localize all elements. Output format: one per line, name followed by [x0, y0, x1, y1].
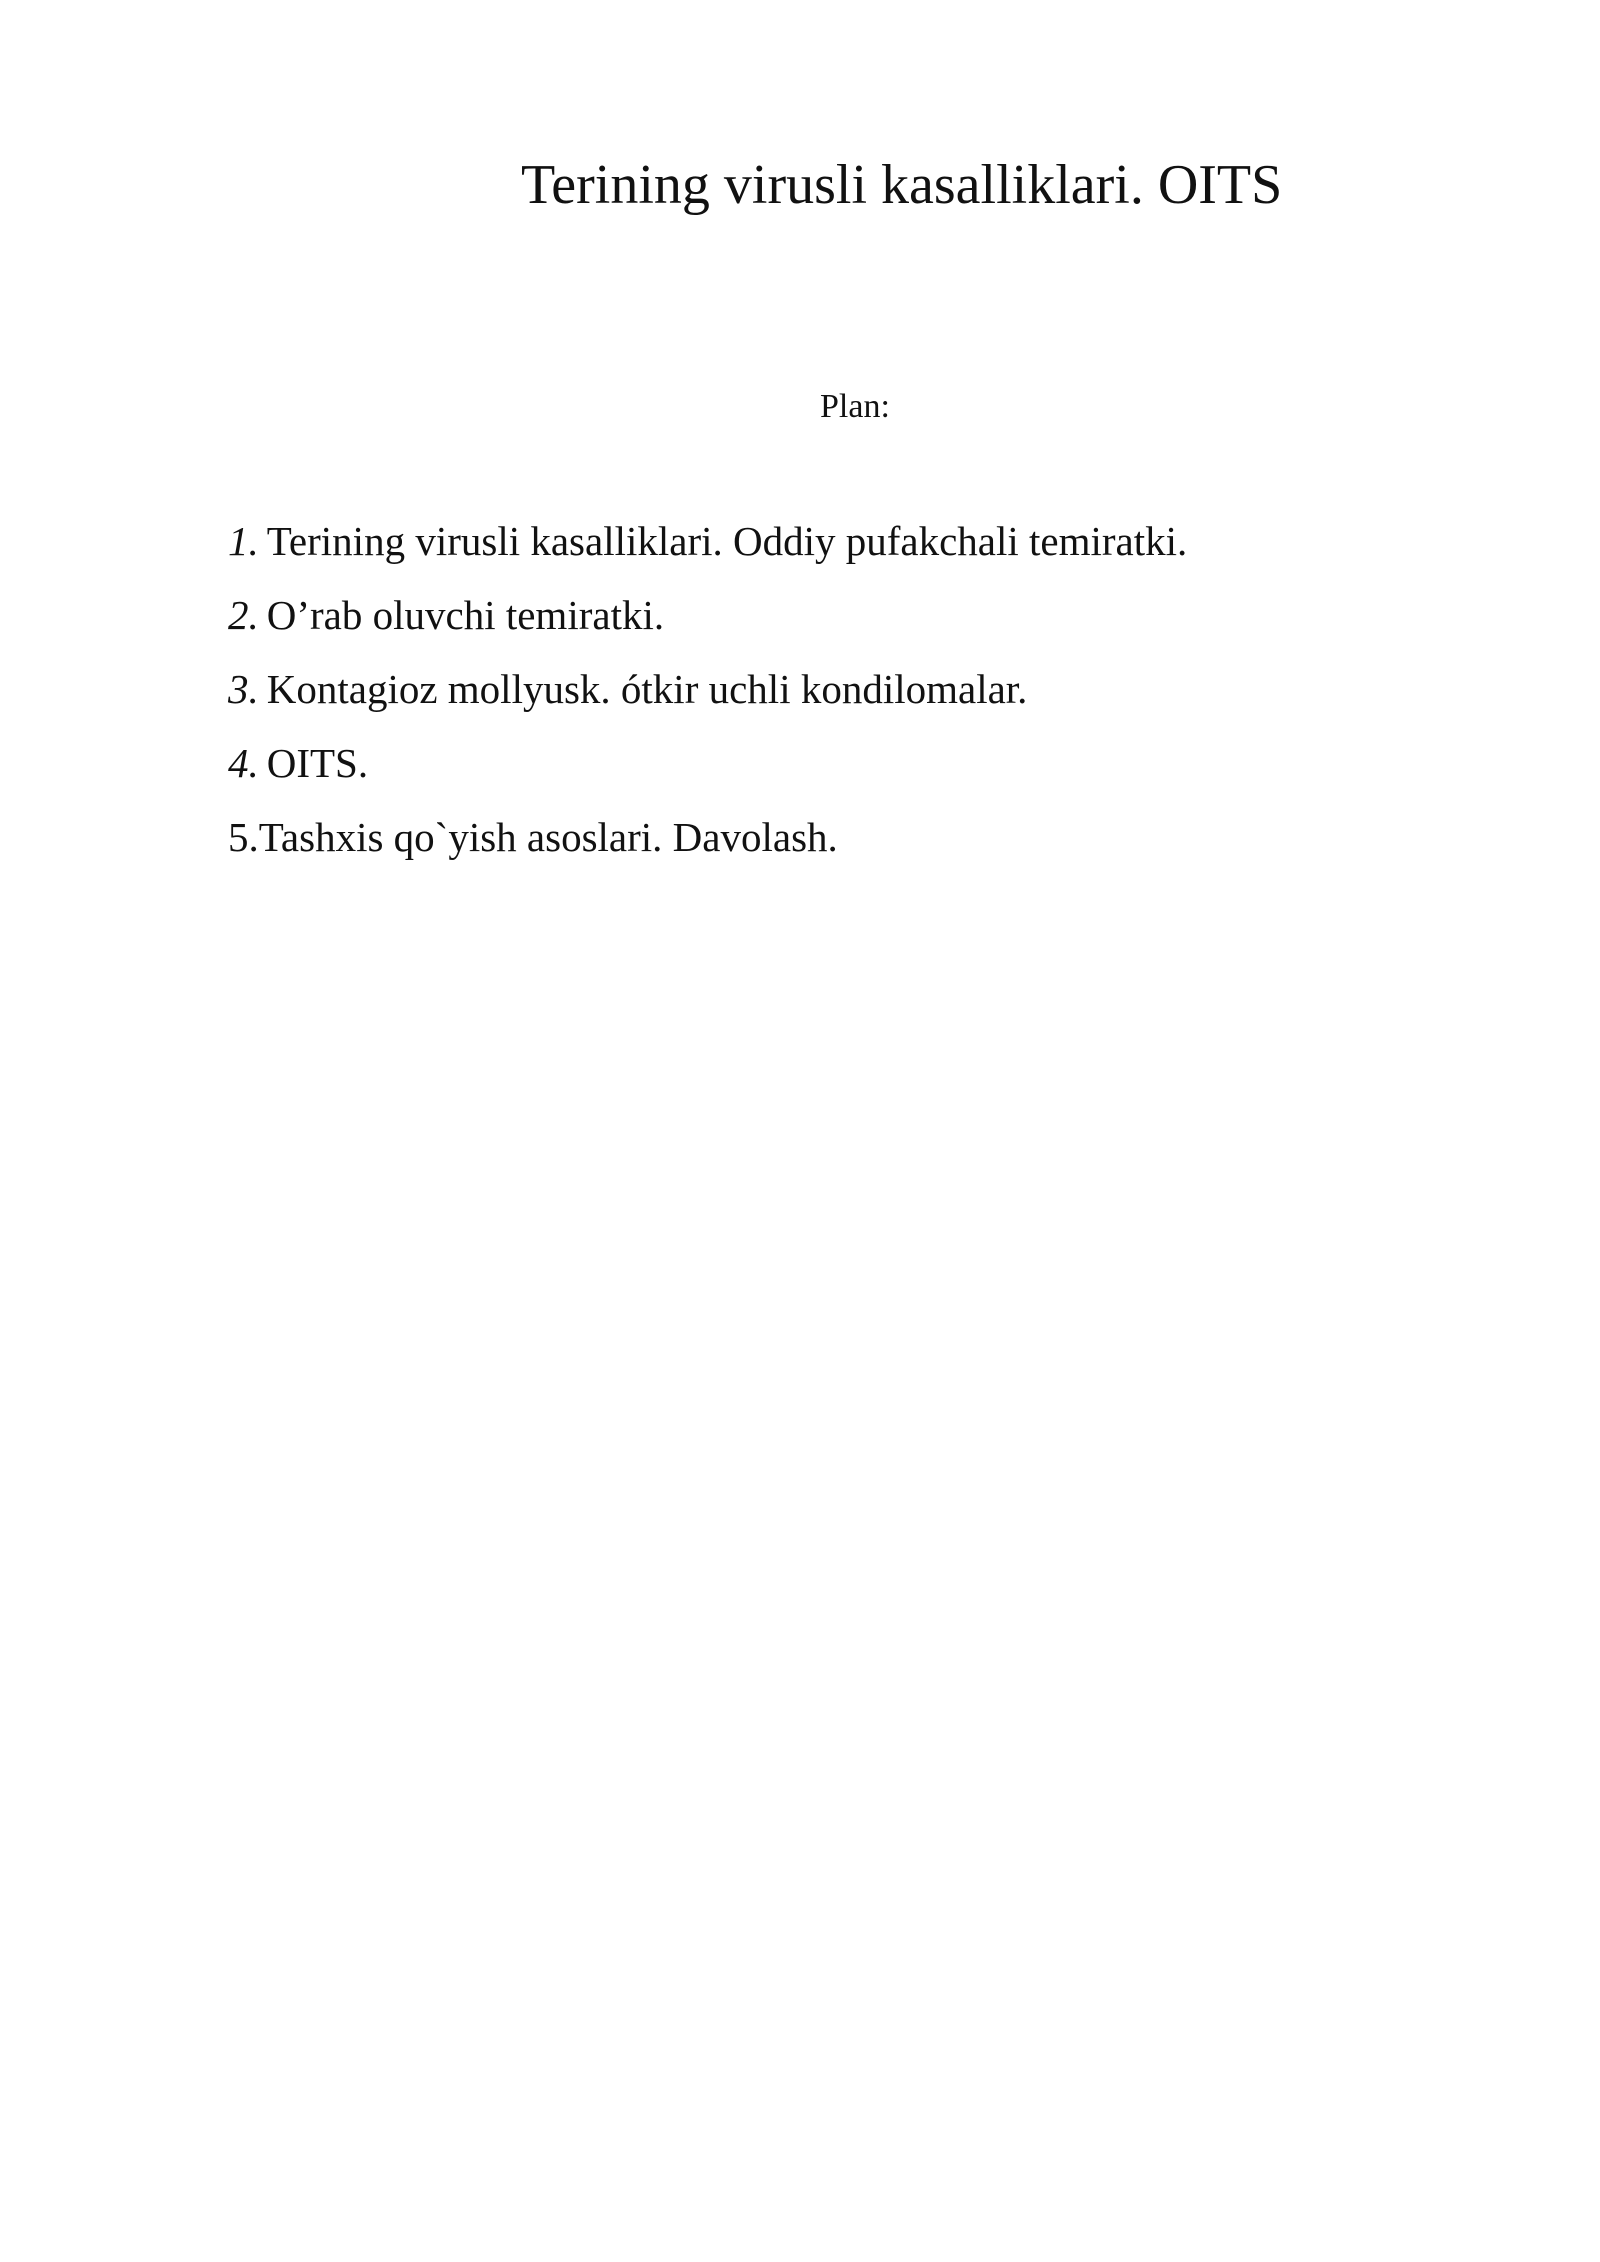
plan-item-number: 3. — [228, 666, 259, 712]
plan-item — [228, 811, 1187, 885]
plan-item — [228, 737, 1187, 811]
plan-item-number: 4. — [228, 740, 259, 786]
plan-item — [228, 589, 1187, 663]
plan-item-text: Terining virusli kasalliklari. Oddiy pufakchali temiratki. — [266, 518, 1188, 564]
plan-item-text: O’rab oluvchi temiratki. — [266, 592, 665, 638]
plan-item-number: 5. — [228, 814, 259, 860]
plan-item — [228, 663, 1187, 737]
plan-label: Plan: — [820, 388, 890, 425]
plan-item-number: 2. — [228, 592, 259, 638]
document-title: Terining virusli kasalliklari. OITS — [521, 154, 1283, 216]
plan-item-number: 1. — [228, 518, 259, 564]
plan-item-text: Tashxis qo`yish asoslari. Davolash. — [258, 814, 838, 860]
plan-list — [228, 515, 1187, 885]
plan-item-text: Kontagioz mollyusk. ótkir uchli kondilomalar. — [266, 666, 1028, 712]
plan-item-text: OITS. — [266, 740, 369, 786]
plan-item — [228, 515, 1187, 589]
